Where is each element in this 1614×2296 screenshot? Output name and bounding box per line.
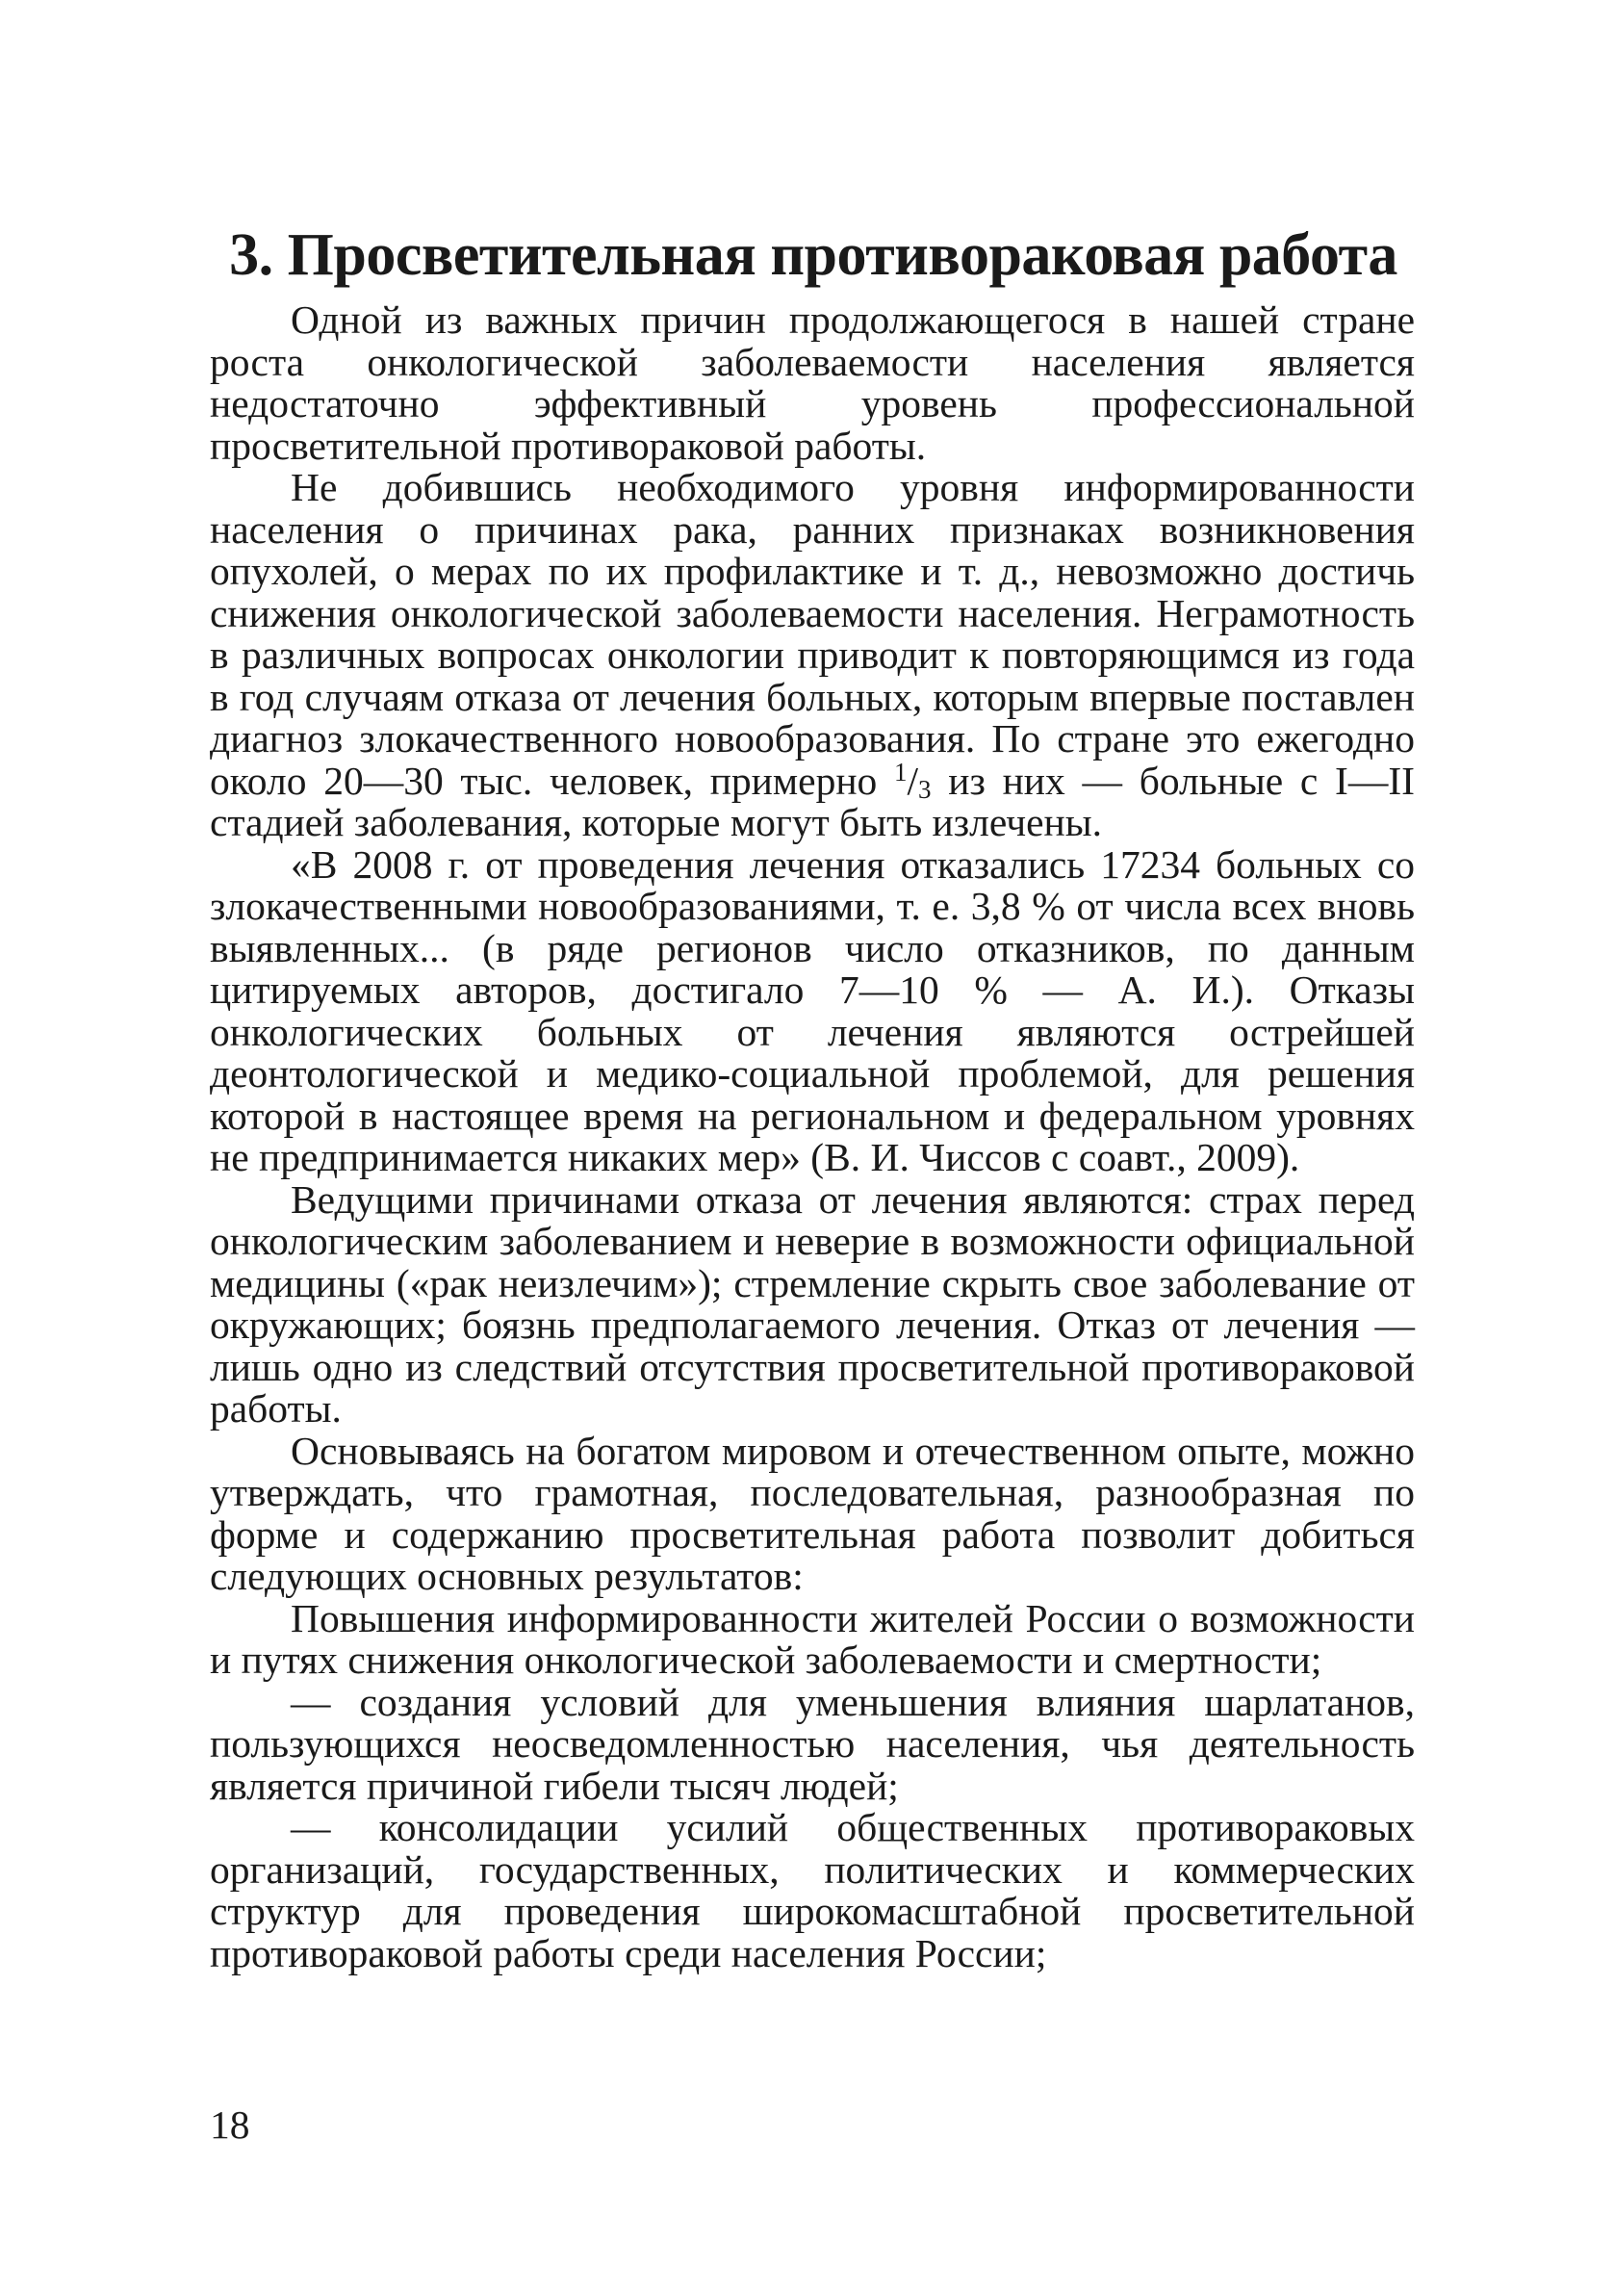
paragraph-importance: Одной из важных причин продолжающегося в нашей стране роста онкологической заболеваемости населения является недостаточно эффективный уровень профессиональной просветительной противораковой работы. — [210, 297, 1415, 468]
section-heading: 3. Просветительная противораковая работа — [229, 222, 1397, 288]
list-item-charlatans: — создания условий для уменьшения влияния шарлатанов, пользующихся неосведомленностью населения, чья деятельность является причиной гибели тысяч людей; — [210, 1679, 1415, 1808]
fraction-slash: / — [907, 758, 919, 803]
paragraph-awareness-text-end: из них — больные с I—II стадией заболевания, которые могут быть излечены. — [210, 758, 1415, 844]
list-item-consolidation: — консолидации усилий общественных противораковых организаций, государственных, политических и коммерческих структур для проведения широкомасштабной просветительной противораковой работы среди населения России; — [210, 1805, 1415, 1975]
page-number: 18 — [210, 2103, 250, 2147]
paragraph-awareness — [210, 467, 1415, 844]
paragraph-experience: Основываясь на богатом мировом и отечественном опыте, можно утверждать, что грамотная, последовательная, разнообразная по форме и содержанию просветительная работа позволит добиться следующих основных результатов: — [210, 1428, 1415, 1598]
fraction-denominator: 3 — [918, 774, 932, 804]
paragraph-awareness-text-start: Не добившись необходимого уровня информированности населения о причинах рака, ранних признаках возникновения опухолей, о мерах по их профилактике и т. д., невозможно достичь снижения онкологической заболеваемости населения. Неграмотность в различных вопросах онкологии приводит к повторяющимся из года в год случаям отказа от лечения больных, которым впервые поставлен диагноз злокачественного новообразования. По стране это ежегодно около 20—30 тыс. человек, примерно — [210, 465, 1415, 803]
paragraph-quote: «В 2008 г. от проведения лечения отказались 17234 больных со злокачественными новообразованиями, т. е. 3,8 % от числа всех вновь выявленных... (в ряде регионов число отказников, по данным цитируемых авторов, достигало 7—10 % — А. И.). Отказы онкологических больных от лечения являются острейшей деонтологической и медико-социальной проблемой, для решения которой в настоящее время на региональном и федеральном уровнях не предпринимается никаких мер» (В. И. Чиссов с соавт., 2009). — [210, 841, 1415, 1179]
list-item-awareness: Повышения информированности жителей России о возможности и путях снижения онкологической заболеваемости и смертности; — [210, 1595, 1415, 1682]
paragraph-refusal-reasons: Ведущими причинами отказа от лечения являются: страх перед онкологическим заболеванием и неверие в возможности официальной медицины («рак неизлечим»); стремление скрыть свое заболевание от окружающих; боязнь предполагаемого лечения. Отказ от лечения — лишь одно из следствий отсутствия просветительной противораковой работы. — [210, 1176, 1415, 1431]
body-text — [210, 299, 1415, 1974]
fraction-numerator: 1 — [894, 757, 908, 787]
